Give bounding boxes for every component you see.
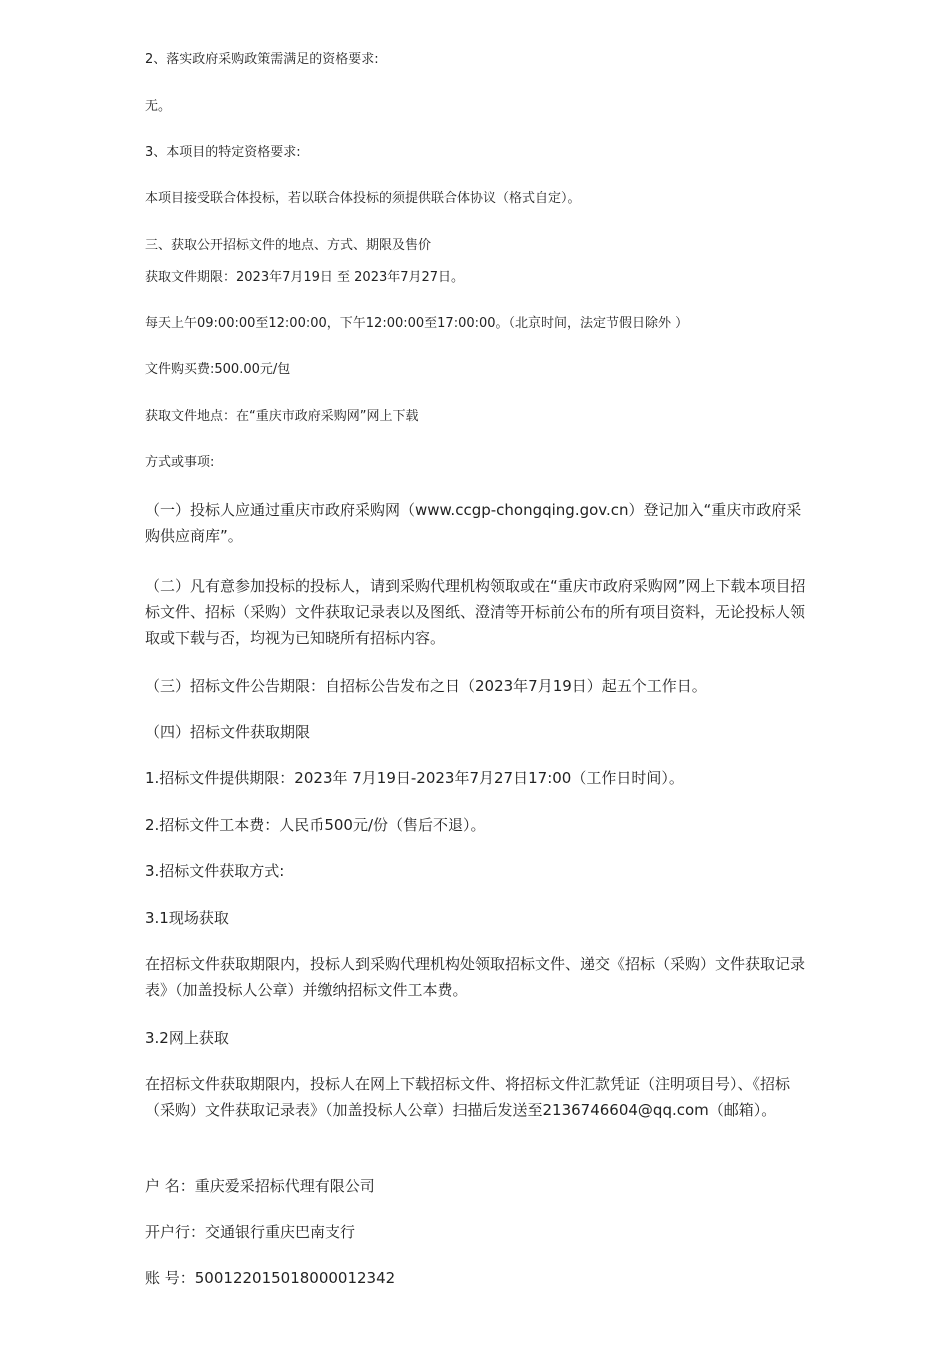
paragraph-policy-requirements: 2、落实政府采购政策需满足的资格要求: — [145, 52, 379, 67]
paragraph-onsite-body: 在招标文件获取期限内，投标人到采购代理机构处领取招标文件、递交《招标（采购）文件获取记录表》（加盖投标人公章）并缴纳招标文件工本费。 — [145, 955, 806, 999]
paragraph-online-body: 在招标文件获取期限内，投标人在网上下载招标文件、将招标文件汇款凭证（注明项目号）、《招标（采购）文件获取记录表》（加盖投标人公章）扫描后发送至2136746604@qq.com（邮箱）。 — [145, 1075, 791, 1119]
paragraph-item-3: （三）招标文件公告期限：自招标公告发布之日（2023年7月19日）起五个工作日。 — [145, 677, 707, 695]
paragraph-fee: 文件购买费:500.00元/包 — [145, 362, 291, 377]
paragraph-online-heading: 3.2网上获取 — [145, 1029, 229, 1047]
paragraph-location: 获取文件地点：在“重庆市政府采购网”网上下载 — [145, 409, 419, 424]
paragraph-period: 获取文件期限：2023年7月19日 至 2023年7月27日。 — [145, 270, 465, 285]
section-heading-obtain-documents: 三、获取公开招标文件的地点、方式、期限及售价 — [145, 238, 432, 253]
paragraph-method-label: 方式或事项: — [145, 455, 215, 470]
paragraph-onsite-heading: 3.1现场获取 — [145, 909, 229, 927]
paragraph-cost: 2.招标文件工本费：人民币500元/份（售后不退）。 — [145, 816, 486, 834]
paragraph-item-4: （四）招标文件获取期限 — [145, 723, 311, 741]
paragraph-daily-hours: 每天上午09:00:00至12:00:00，下午12:00:00至17:00:00。（北京时间，法定节假日除外 ） — [145, 316, 689, 331]
paragraph-account-number: 账 号：500122015018000012342 — [145, 1269, 396, 1287]
paragraph-item-1: （一）投标人应通过重庆市政府采购网（www.ccgp-chongqing.gov.cn）登记加入“重庆市政府采购供应商库”。 — [145, 501, 802, 545]
paragraph-provide-period: 1.招标文件提供期限：2023年 7月19日-2023年7月27日17:00（工作日时间）。 — [145, 769, 684, 787]
paragraph-methods: 3.招标文件获取方式: — [145, 862, 285, 880]
paragraph-bank: 开户行：交通银行重庆巴南支行 — [145, 1223, 356, 1241]
paragraph-account-name: 户 名：重庆爱采招标代理有限公司 — [145, 1177, 375, 1195]
paragraph-specific-requirements: 3、本项目的特定资格要求: — [145, 145, 301, 160]
paragraph-none: 无。 — [145, 99, 172, 114]
paragraph-item-2: （二）凡有意参加投标的投标人，请到采购代理机构领取或在“重庆市政府采购网”网上下载本项目招标文件、招标（采购）文件获取记录表以及图纸、澄清等开标前公布的所有项目资料，无论投标人领取或下载与否，均视为已知晓所有招标内容。 — [145, 577, 806, 647]
paragraph-consortium: 本项目接受联合体投标，若以联合体投标的须提供联合体协议（格式自定）。 — [145, 191, 581, 206]
